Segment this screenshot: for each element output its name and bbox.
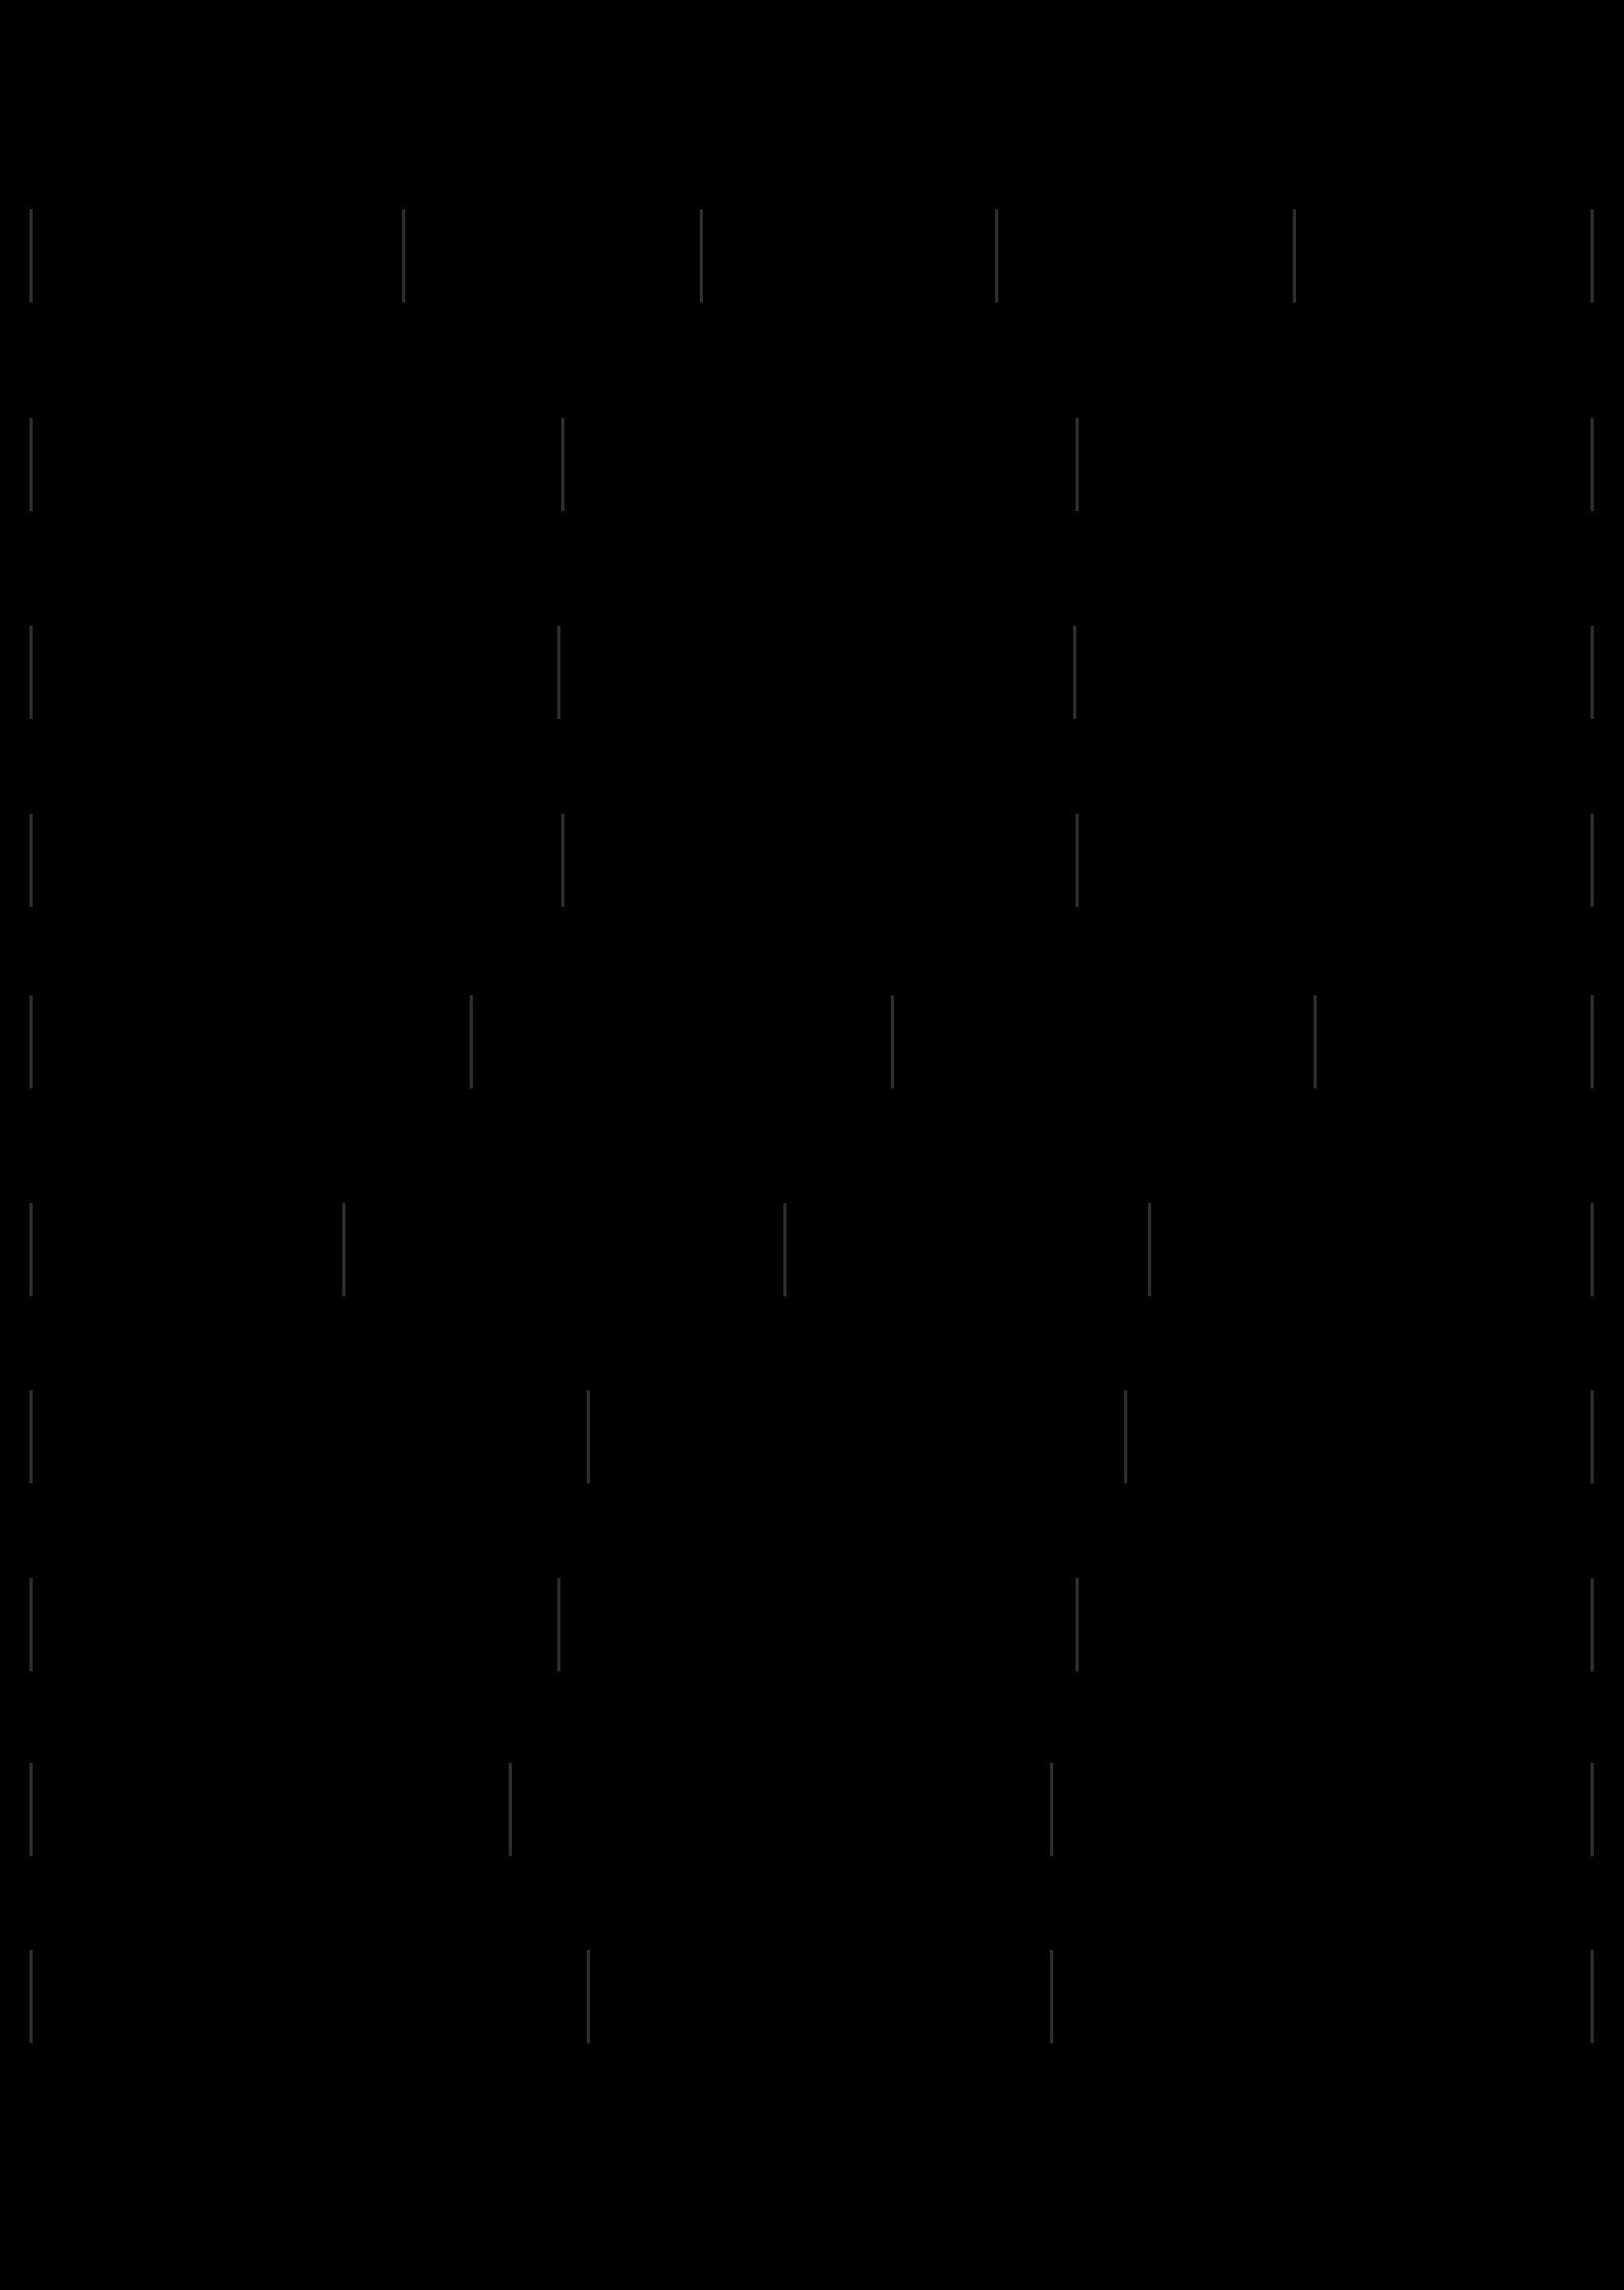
- system-row-1: [0, 209, 1624, 303]
- barline: [1050, 1950, 1053, 2043]
- barline: [700, 209, 703, 303]
- barline: [561, 418, 564, 511]
- barline: [587, 1390, 590, 1483]
- system-row-4: [0, 814, 1624, 907]
- barline: [1591, 1203, 1594, 1296]
- barline: [1591, 995, 1594, 1088]
- barline: [1076, 1578, 1079, 1671]
- barline: [1073, 626, 1076, 719]
- barline: [1591, 814, 1594, 907]
- barline: [509, 1763, 512, 1856]
- barline: [29, 626, 33, 719]
- barline: [1591, 1578, 1594, 1671]
- barline: [29, 1763, 33, 1856]
- barline: [1591, 418, 1594, 511]
- barline: [557, 1578, 560, 1671]
- barline: [1124, 1390, 1127, 1483]
- barline: [29, 209, 33, 303]
- barline: [1076, 814, 1079, 907]
- barline: [561, 814, 564, 907]
- system-row-5: [0, 995, 1624, 1088]
- system-row-10: [0, 1950, 1624, 2043]
- barline: [29, 1203, 33, 1296]
- barline: [29, 1578, 33, 1671]
- barline: [402, 209, 405, 303]
- barline: [29, 1950, 33, 2043]
- barline: [1293, 209, 1296, 303]
- barline: [1076, 418, 1079, 511]
- barline: [29, 418, 33, 511]
- barline: [1591, 209, 1594, 303]
- barline: [995, 209, 998, 303]
- barline: [342, 1203, 345, 1296]
- system-row-6: [0, 1203, 1624, 1296]
- barline: [557, 626, 560, 719]
- system-row-2: [0, 418, 1624, 511]
- barline: [29, 814, 33, 907]
- barline: [1591, 626, 1594, 719]
- barline: [1148, 1203, 1151, 1296]
- barline: [1591, 1950, 1594, 2043]
- barline: [29, 1390, 33, 1483]
- barline: [783, 1203, 787, 1296]
- barline: [1591, 1763, 1594, 1856]
- system-row-3: [0, 626, 1624, 719]
- barline: [29, 995, 33, 1088]
- barline: [1314, 995, 1317, 1088]
- system-row-7: [0, 1390, 1624, 1483]
- system-row-9: [0, 1763, 1624, 1856]
- barline: [587, 1950, 590, 2043]
- barline: [1050, 1763, 1053, 1856]
- system-row-8: [0, 1578, 1624, 1671]
- barline: [1591, 1390, 1594, 1483]
- barline: [891, 995, 894, 1088]
- barline: [470, 995, 473, 1088]
